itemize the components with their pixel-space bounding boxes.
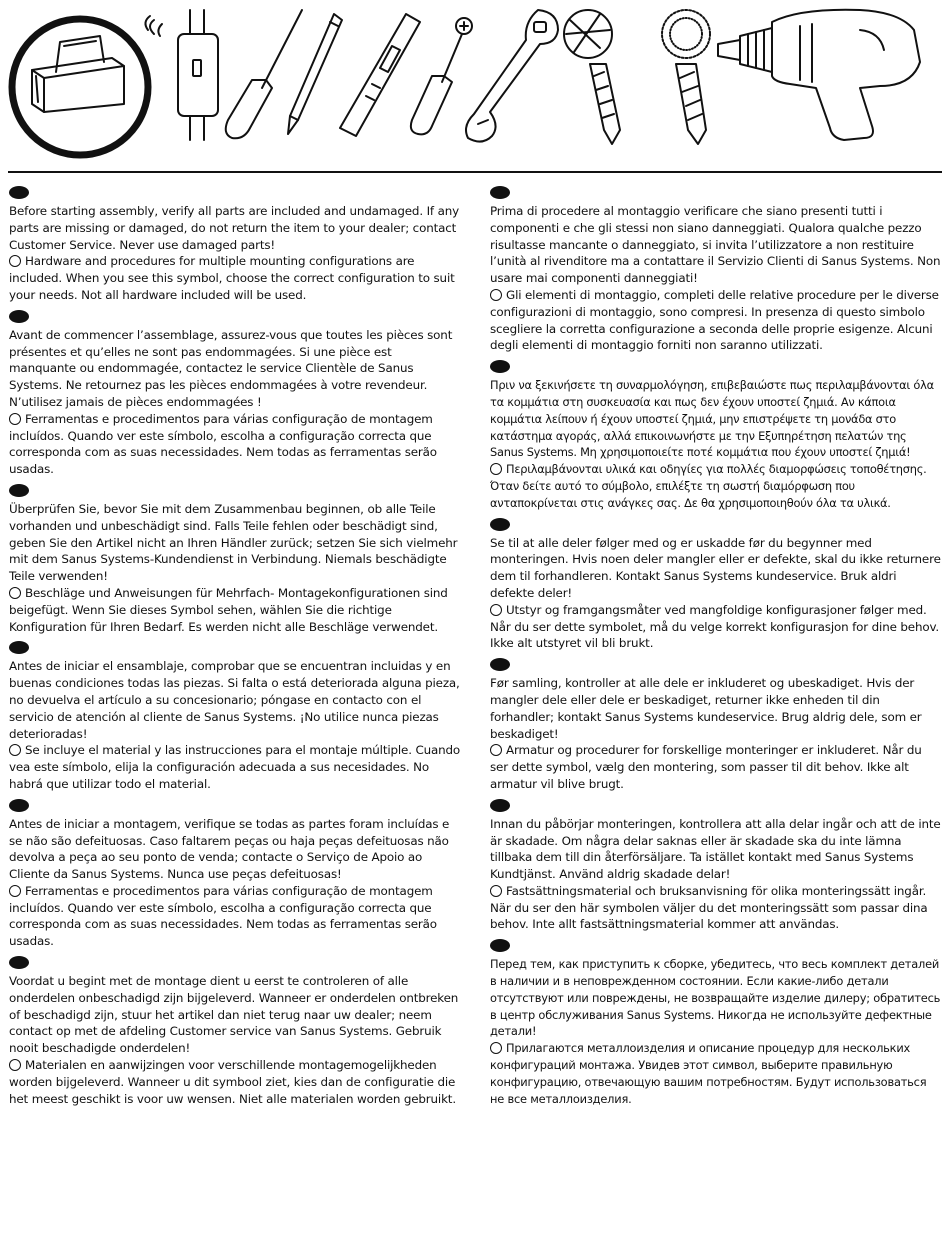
- wrench-icon: [466, 10, 558, 142]
- config-text: [9, 883, 461, 950]
- header-divider: [8, 171, 942, 173]
- lang-block-it: [490, 186, 942, 354]
- config-text: [9, 411, 461, 478]
- warning-bullet-icon: [9, 641, 29, 654]
- level-icon: [340, 14, 420, 136]
- pencil-icon: [288, 14, 342, 134]
- phillips-screwdriver-icon: [411, 18, 472, 134]
- config-text: [490, 461, 942, 511]
- warning-text: Πριν να ξεκινήσετε τη συναρμολόγηση, επιβεβαιώστε πως περιλαμβάνονται όλα τα κομμάτια στη συσκευασία και πως δεν έχουν υποστεί ζημιά. Αν κάποια κομμάτια λείπουν ή έχουν υποστεί ζημιά, μην επιστρέψετε τη μονάδα στο κατάστημα αγοράς, αλλά επικοινωνήστε με την Εξυπηρέτηση πελατών της Sanus Systems. Μη χρησιμοποιείτε ποτέ κομμάτια που έχουν υποστεί ζημιά!: [490, 378, 934, 460]
- config-symbol-icon: [490, 1042, 502, 1054]
- config-symbol-icon: [9, 1059, 21, 1071]
- warning-text: Überprüfen Sie, bevor Sie mit dem Zusammenbau beginnen, ob alle Teile vorhanden und unbeschädigt sind. Falls Teile fehlen oder beschädigt sind, geben Sie den Artikel nicht an Ihren Händler zurück; setzen Sie sich vielmehr mit dem Sanus Systems-Kundendienst in Verbindung. Niemals beschädigte Teile verwenden!: [9, 501, 458, 584]
- warning-text: Before starting assembly, verify all parts are included and undamaged. If any parts are missing or damaged, do not return the item to your dealer; contact Customer Service. Never use damaged parts!: [9, 204, 460, 252]
- power-drill-icon: [718, 10, 920, 140]
- lang-block-el: [490, 360, 942, 511]
- config-text: [490, 287, 942, 354]
- lang-block-es: [9, 641, 461, 792]
- config-symbol-icon: [9, 587, 21, 599]
- config-text: [9, 585, 461, 635]
- config-text: [9, 253, 461, 303]
- config-label: Ferramentas e procedimentos para várias configuração de montagem incluídos. Quando ver este símbolo, escolha a configuração correcta que corresponda com as suas necessidades. Nem todas as ferramentas serão usadas.: [9, 883, 437, 949]
- lang-block-fr: [9, 310, 461, 478]
- warning-text: Antes de iniciar el ensamblaje, comprobar que se encuentran incluidas y en buenas condiciones todas las piezas. Si falta o está deteriorada alguna pieza, no devuelva el artículo a su concesionario; póngase en contacto con el servicio de atención al cliente de Sanus Systems. ¡No utilice nunca piezas deterioradas!: [9, 659, 460, 741]
- config-label: Armatur og procedurer for forskellige monteringer er inkluderet. Når du ser dette symbol, vælg den montering, som passer til dit behov. Ikke alt armatur vil blive brugt.: [490, 743, 922, 791]
- wood-drill-bit-icon: [564, 10, 620, 144]
- warning-bullet-icon: [490, 939, 510, 952]
- config-label: Beschläge und Anweisungen für Mehrfach- Montagekonfigurationen sind beigefügt. Wenn Sie dieses Symbol sehen, wählen Sie die richtige Konfiguration für Ihren Bedarf. Es werden nicht alle Beschläge verwendet.: [9, 585, 448, 634]
- config-label: Прилагаются металлоизделия и описание процедур для нескольких конфигураций монтажа. Увидев этот символ, выберите правильную конфигурацию, отвечающую вашим потребностям. Будут использоваться не все металлоизделия.: [490, 1041, 927, 1106]
- warning-bullet-icon: [9, 484, 29, 497]
- config-symbol-icon: [490, 604, 502, 616]
- config-symbol-icon: [490, 885, 502, 897]
- warning-bullet-icon: [9, 956, 29, 969]
- warning-text: Avant de commencer l’assemblage, assurez-vous que toutes les pièces sont présentes et qu’elles ne sont pas endommagées. Si une pièce est manquante ou endommagée, contactez le service Clientèle de Sanus Systems. Ne retournez pas les pièces endommagées à votre revendeur. N’utilisez jamais de pièces endommagées !: [9, 327, 453, 409]
- warning-text: Før samling, kontroller at alle dele er inkluderet og ubeskadiget. Hvis der mangler dele eller dele er beskadiget, returner ikke enheden til din forhandler; kontakt Sanus Systems kundeservice. Brug aldrig dele, som er beskadiget!: [490, 676, 922, 741]
- warning-bullet-icon: [490, 658, 510, 671]
- lang-block-sv: [490, 799, 942, 934]
- config-text: [9, 742, 461, 792]
- left-column: [9, 186, 461, 1113]
- config-symbol-icon: [9, 413, 21, 425]
- warning-text: Antes de iniciar a montagem, verifique se todas as partes foram incluídas e se não são defeituosas. Caso faltarem peças ou haja peças defeituosas não devolva a peça ao seu ponto de venda; contacte o Serviço de Apoio ao Cliente da Sanus Systems. Nunca use peças defeituosas!: [9, 816, 450, 882]
- config-text: [490, 883, 942, 933]
- lang-block-nl: [9, 956, 461, 1107]
- lang-block-no: [490, 518, 942, 653]
- config-text: [490, 1040, 942, 1107]
- warning-bullet-icon: [9, 310, 29, 323]
- lang-block-en: [9, 186, 461, 304]
- right-column: [490, 186, 942, 1113]
- lang-block-da: [490, 658, 942, 793]
- warning-bullet-icon: [9, 186, 29, 199]
- warning-bullet-icon: [490, 360, 510, 373]
- warning-bullet-icon: [490, 186, 510, 199]
- config-text: [9, 1057, 461, 1107]
- warning-text: Перед тем, как приступить к сборке, убедитесь, что весь комплект деталей в наличии и в неповрежденном состоянии. Если какие-либо детали отсутствуют или повреждены, не возвращайте изделие дилеру; обратитесь в центр обслуживания Sanus Systems. Никогда не используйте дефектные детали!: [490, 957, 941, 1039]
- config-label: Hardware and procedures for multiple mounting configurations are included. When you see this symbol, choose the correct configuration to suit your needs. Not all hardware included will be used.: [9, 254, 455, 302]
- config-symbol-icon: [490, 744, 502, 756]
- config-text: [490, 602, 942, 652]
- warning-text: Innan du påbörjar monteringen, kontrollera att alla delar ingår och att de inte är skadade. Om några delar saknas eller är skadade ska du inte lämna tillbaka dem till din återförsäljare. Ta istället kontakt med Sanus Systems Kundtjänst. Använd aldrig skadade delar!: [490, 816, 941, 882]
- config-label: Gli elementi di montaggio, completi delle relative procedure per le diverse configurazioni di montaggio, sono compresi. In presenza di questo simbolo scegliere la corretta configurazione a seconda delle proprie esigenze. Alcuni degli elementi di montaggio forniti non saranno utilizzati.: [490, 287, 939, 353]
- config-label: Περιλαμβάνονται υλικά και οδηγίες για πολλές διαμορφώσεις τοποθέτησης. Όταν δείτε αυτό το σύμβολο, επιλέξτε τη σωστή διαμόρφωση που ανταποκρίνεται στις ανάγκες σας. Δε θα χρησιμοποιηθούν όλα τα υλικά.: [490, 462, 927, 510]
- config-symbol-icon: [9, 255, 21, 267]
- lang-block-de: [9, 484, 461, 635]
- warning-bullet-icon: [490, 799, 510, 812]
- tools-illustration: [0, 0, 950, 170]
- config-symbol-icon: [490, 289, 502, 301]
- stud-finder-icon: [145, 10, 218, 140]
- config-symbol-icon: [9, 744, 21, 756]
- config-symbol-icon: [490, 463, 502, 475]
- warning-text: Voordat u begint met de montage dient u eerst te controleren of alle onderdelen onbeschadigd zijn bijgeleverd. Wanneer er onderdelen ontbreken of beschadigd zijn, stuur het artikel dan niet terug naar uw dealer; neem contact op met de afdeling Customer service van Sanus Systems. Gebruik nooit beschadigde onderdelen!: [9, 974, 459, 1056]
- warning-text: Prima di procedere al montaggio verificare che siano presenti tutti i componenti e che gli stessi non siano danneggiati. Qualora qualche pezzo risultasse mancante o danneggiato, si invita l’utilizzatore a non restituire l’unità al rivenditore ma a contattare il Servizio Clienti di Sanus Systems. Non usare mai componenti danneggiati!: [490, 204, 941, 286]
- lang-block-pt: [9, 799, 461, 950]
- lang-block-ru: [490, 939, 942, 1107]
- config-label: Materialen en aanwijzingen voor verschillende montagemogelijkheden worden bijgeleverd. Wanneer u dit symbool ziet, kies dan de configuratie die het meest geschikt is voor uw wensen. Niet alle materialen worden gebruikt.: [9, 1058, 456, 1106]
- config-symbol-icon: [9, 885, 21, 897]
- warning-bullet-icon: [490, 518, 510, 531]
- masonry-drill-bit-icon: [662, 10, 710, 144]
- config-label: Fastsättningsmaterial och bruksanvisning för olika monteringssätt ingår. När du ser den här symbolen väljer du det monteringssätt som passar dina behov. Inte allt fastsättningsmaterial kommer att användas.: [490, 883, 928, 932]
- config-label: Ferramentas e procedimentos para várias configuração de montagem incluídos. Quando ver este símbolo, escolha a configuração correcta que corresponda com as suas necessidades. Nem todas as ferramentas serão usadas.: [9, 411, 437, 477]
- config-text: [490, 742, 942, 792]
- config-label: Utstyr og framgangsmåter ved mangfoldige konfigurasjoner følger med. Når du ser dette symbolet, må du velge korrekt konfigurasjon for dine behov. Ikke alt utstyret vil bli brukt.: [490, 602, 940, 651]
- warning-bullet-icon: [9, 799, 29, 812]
- toolbox-icon: [12, 19, 148, 155]
- warning-text: Se til at alle deler følger med og er uskadde før du begynner med monteringen. Hvis noen deler mangler eller er defekte, skal du ikke returnere dem til forhandleren. Kontakt Sanus Systems kundeservice. Bruk aldri defekte deler!: [490, 535, 941, 600]
- config-label: Se incluye el material y las instrucciones para el montaje múltiple. Cuando vea este símbolo, elija la configuración adecuada a sus necesidades. No habrá que utilizar todo el material.: [9, 743, 461, 791]
